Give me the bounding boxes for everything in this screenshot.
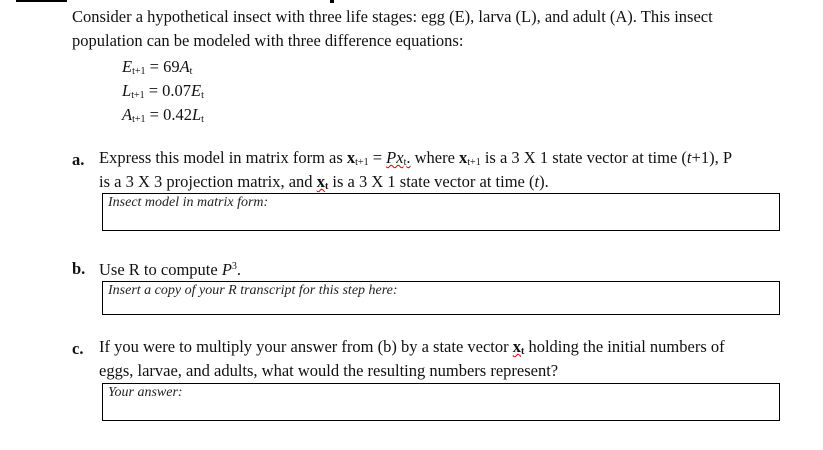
question-b-label: b. (72, 259, 86, 278)
answer-box-a-prompt: Insect model in matrix form: (108, 195, 269, 210)
intro-line-1: Consider a hypothetical insect with three life stages: egg (E), larva (L), and adult (A). This insect (72, 7, 713, 26)
answer-box-a[interactable] (102, 193, 780, 231)
equation-adult: $A_{t+1} = 0.42L_t$ (122, 105, 204, 125)
question-a-line-2: is a 3 X 3 projection matrix, and $x_t$ is a 3 X 1 state vector at time (t). (99, 172, 549, 192)
equation-larva: $L_{t+1} = 0.07E_t$ (122, 81, 204, 101)
answer-box-b-prompt: Insert a copy of your R transcript for this step here: (108, 283, 398, 298)
question-b-text: Use R to compute $P^3$. (99, 260, 242, 279)
question-a-label: a. (72, 150, 85, 169)
question-c-line-2: eggs, larvae, and adults, what would the resulting numbers represent? (99, 361, 559, 380)
equation-egg: $E_{t+1} = 69A_t$ (122, 57, 193, 77)
question-c-line-1: If you were to multiply your answer from (b) by a state vector $x_t$ holding the initial numbers of (99, 337, 725, 357)
answer-box-b[interactable] (102, 281, 780, 315)
top-tick-mark (330, 0, 334, 3)
intro-line-2: population can be modeled with three difference equations: (72, 31, 464, 50)
top-rule (16, 0, 67, 2)
question-a-line-1: Express this model in matrix form as $x_{t+1} = Px_t$. where $x_{t+1}$ is a 3 X 1 state vector at time (t+1), P (99, 148, 732, 168)
answer-box-c[interactable] (102, 383, 780, 421)
question-c-label: c. (72, 339, 84, 358)
answer-box-c-prompt: Your answer: (108, 385, 183, 400)
